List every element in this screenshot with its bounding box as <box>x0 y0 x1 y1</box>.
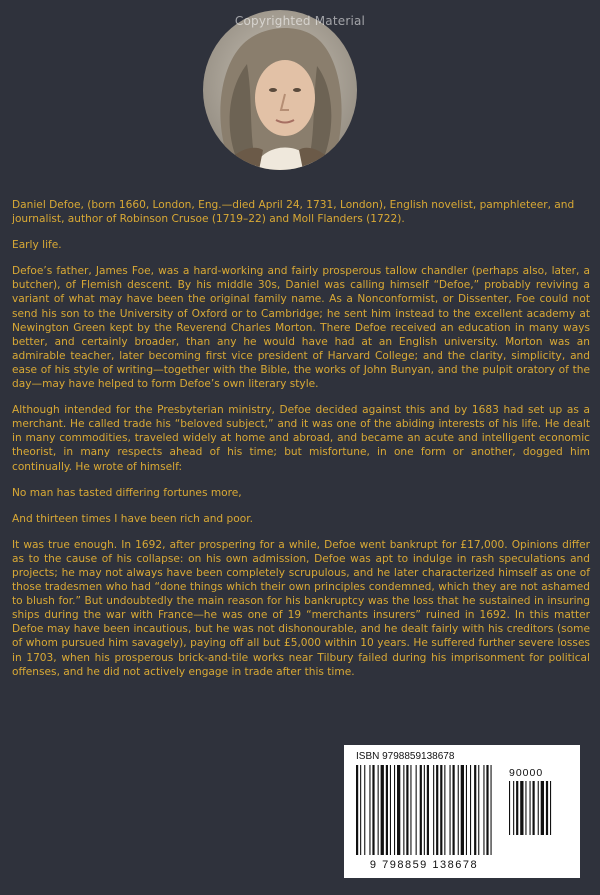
barcode-digits: 9 798859 138678 <box>369 859 479 871</box>
isbn-label: ISBN 9798859138678 <box>356 751 455 762</box>
section-heading: Early life. <box>12 239 62 252</box>
price-barcode-bars <box>509 781 567 837</box>
isbn-barcode-box <box>344 745 580 878</box>
copyright-watermark: Copyrighted Material <box>234 14 366 28</box>
back-cover-text <box>12 198 590 691</box>
verse-line-2: And thirteen times I have been rich and poor. <box>12 512 253 525</box>
author-portrait <box>203 10 357 170</box>
intro-paragraph: Daniel Defoe, (born 1660, London, Eng.—died April 24, 1731, London), English novelist, pamphleteer, and journalist, author of Robinson Crusoe (1719–22) and Moll Flanders (1722). <box>12 199 575 226</box>
paragraph-father: Defoe’s father, James Foe, was a hard-working and fairly prosperous tallow chandler (perhaps also, later, a butcher), of Flemish descent. By his middle 30s, Daniel was calling himself “Defoe,” probably reviving a variant of what may have been the original family name. As a Nonconformist, or Dissenter, Foe could not send his son to the University of Oxford or to Cambridge; he sent him instead to the excellent academy at Newington Green kept by the Reverend Charles Morton. There Defoe received an education in many ways better, and certainly broader, than any he would have had at an English university. Morton was an admirable teacher, later becoming first vice president of Harvard College; and the clarity, simplicity, and ease of his style of writing—together with the Bible, the works of John Bunyan, and the pulpit oratory of the day—may have helped to form Defoe’s own literary style. <box>12 265 590 391</box>
verse-line-1: No man has tasted differing fortunes more, <box>12 486 242 499</box>
paragraph-bankruptcy: It was true enough. In 1692, after prospering for a while, Defoe went bankrupt for £17,000. Opinions differ as to the cause of his collapse: on his own admission, Defoe was apt to indulge in rash speculations and projects; he may not always have been completely scrupulous, and he later characterized himself as one of those tradesmen who had “done things which their own principles condemned, which they are not ashamed to blush for.” But undoubtedly the main reason for his bankruptcy was the loss that he sustained in insuring ships during the war with France—he was one of 19 “merchants insurers” ruined in 1692. In this matter Defoe may have been incautious, but he was not dishonourable, and he dealt fairly with his creditors (some of whom pursued him savagely), paying off all but £5,000 within 10 years. He suffered further severe losses in 1703, when his prosperous brick-and-tile works near Tilbury failed during his imprisonment for political offenses, and he did not actively engage in trade after this time. <box>12 538 590 678</box>
paragraph-merchant: Although intended for the Presbyterian ministry, Defoe decided against this and by 1683 had set up as a merchant. He called trade his “beloved subject,” and it was one of the abiding interests of his life. He dealt in many commodities, traveled widely at home and abroad, and became an acute and intelligent economic theorist, in many respects ahead of his time; but misfortune, in one form or another, dogged him continually. He wrote of himself: <box>12 404 590 473</box>
barcode-bars <box>356 765 506 857</box>
price-code: 90000 <box>509 767 544 779</box>
